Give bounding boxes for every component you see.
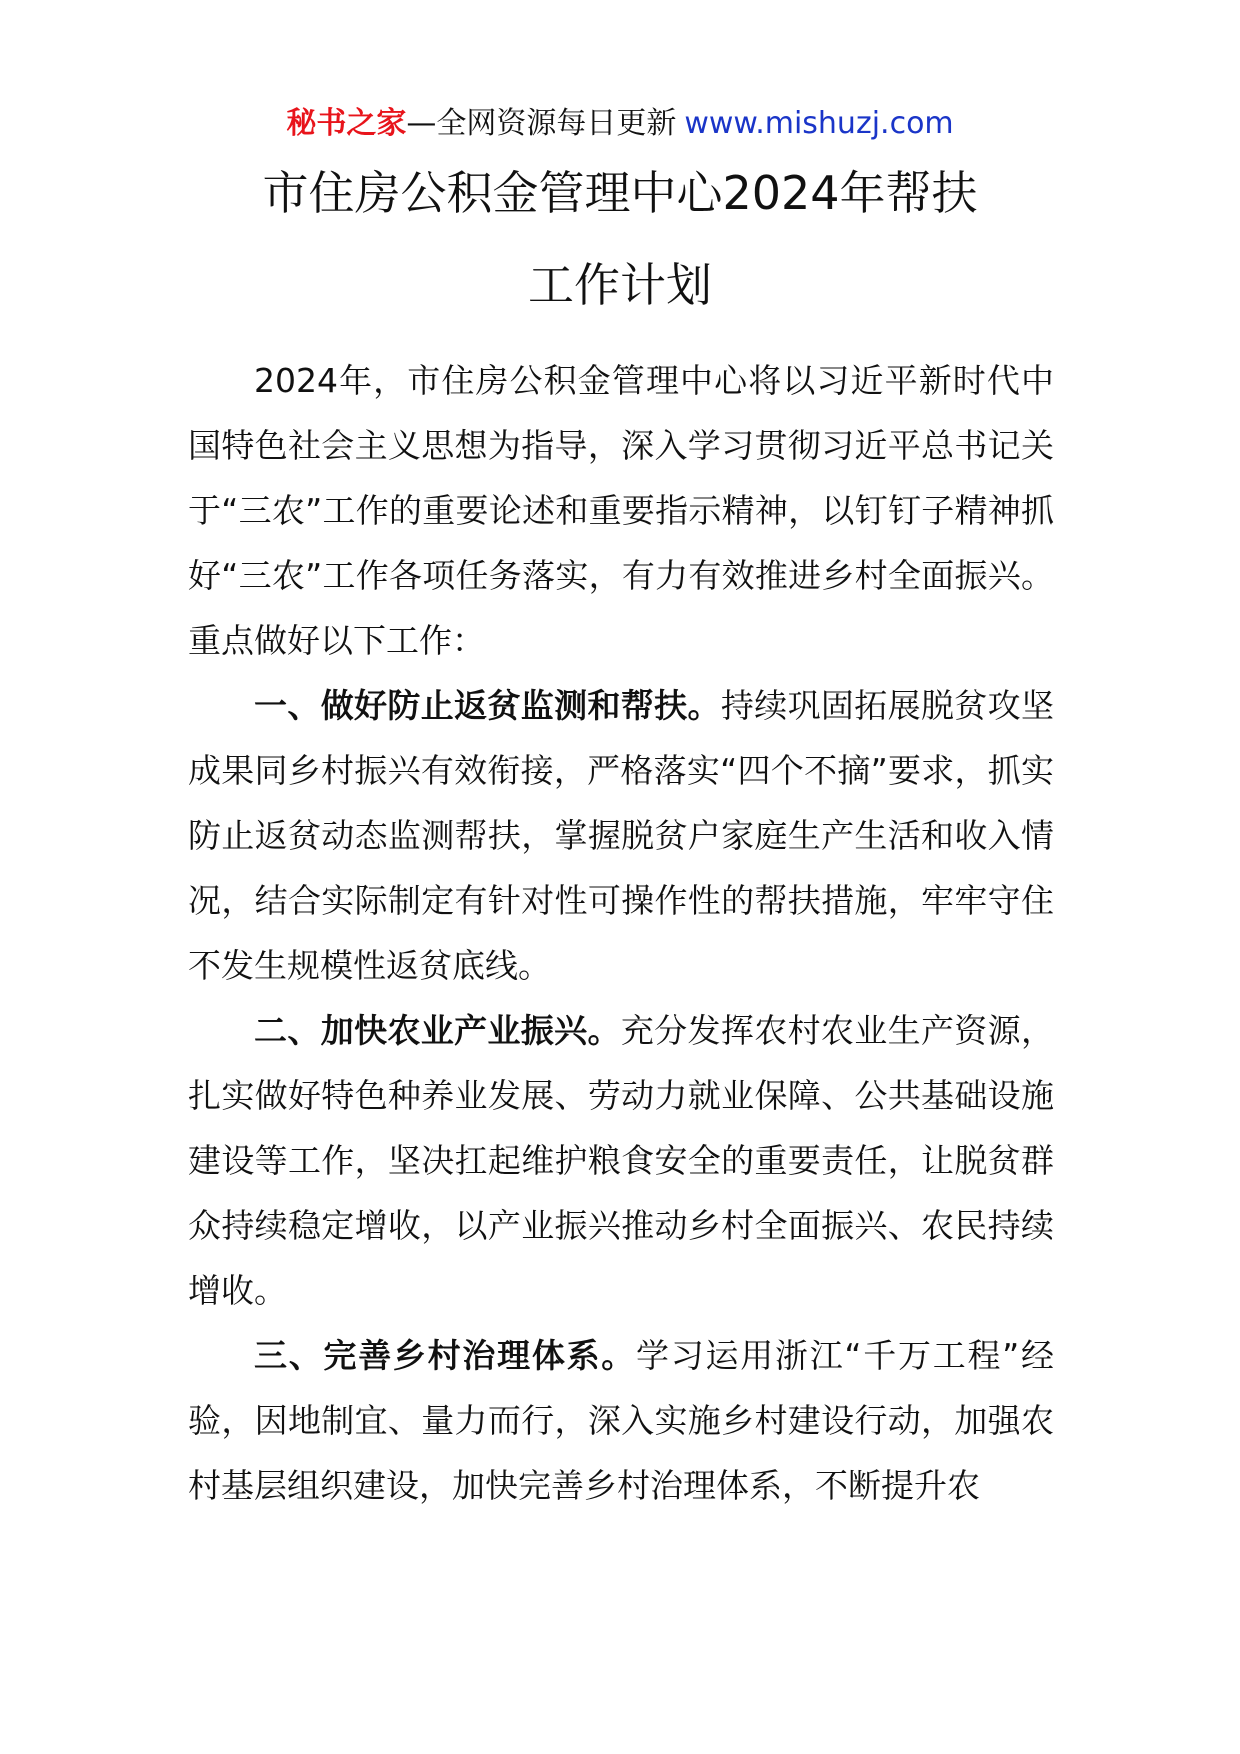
site-url: www.mishuzj.com	[684, 106, 954, 141]
document-title-line-1: 市住房公积金管理中心2024年帮扶	[262, 166, 978, 220]
header-slogan: —全网资源每日更新	[406, 106, 677, 141]
document-body	[188, 348, 1054, 1518]
section-paragraph	[188, 1323, 1054, 1518]
section-heading: 二、加快农业产业振兴。	[254, 1011, 621, 1050]
section-heading: 一、做好防止返贫监测和帮扶。	[254, 686, 721, 725]
brand-name: 秘书之家	[286, 106, 407, 141]
intro-paragraph: 2024年，市住房公积金管理中心将以习近平新时代中国特色社会主义思想为指导，深入学习贯彻习近平总书记关于“三农”工作的重要论述和重要指示精神，以钉钉子精神抓好“三农”工作各项任务落实，有力有效推进乡村全面振兴。重点做好以下工作：	[188, 361, 1054, 660]
section-text: 学习运用浙江“千万工程”经验，因地制宜、量力而行，深入实施乡村建设行动，加强农村基层组织建设，加快完善乡村治理体系，不断提升农	[188, 1336, 1055, 1505]
section-paragraph	[188, 998, 1054, 1323]
site-header	[0, 102, 1240, 146]
section-paragraph	[188, 673, 1054, 998]
section-heading: 三、完善乡村治理体系。	[254, 1336, 637, 1375]
section-text: 持续巩固拓展脱贫攻坚成果同乡村振兴有效衔接，严格落实“四个不摘”要求，抓实防止返贫动态监测帮扶，掌握脱贫户家庭生产生活和收入情况，结合实际制定有针对性可操作性的帮扶措施，牢牢守住不发生规模性返贫底线。	[188, 686, 1055, 985]
document-title-line-2: 工作计划	[528, 258, 712, 312]
section-text: 充分发挥农村农业生产资源，扎实做好特色种养业发展、劳动力就业保障、公共基础设施建设等工作，坚决扛起维护粮食安全的重要责任，让脱贫群众持续稳定增收，以产业振兴推动乡村全面振兴、农民持续增收。	[188, 1011, 1055, 1310]
